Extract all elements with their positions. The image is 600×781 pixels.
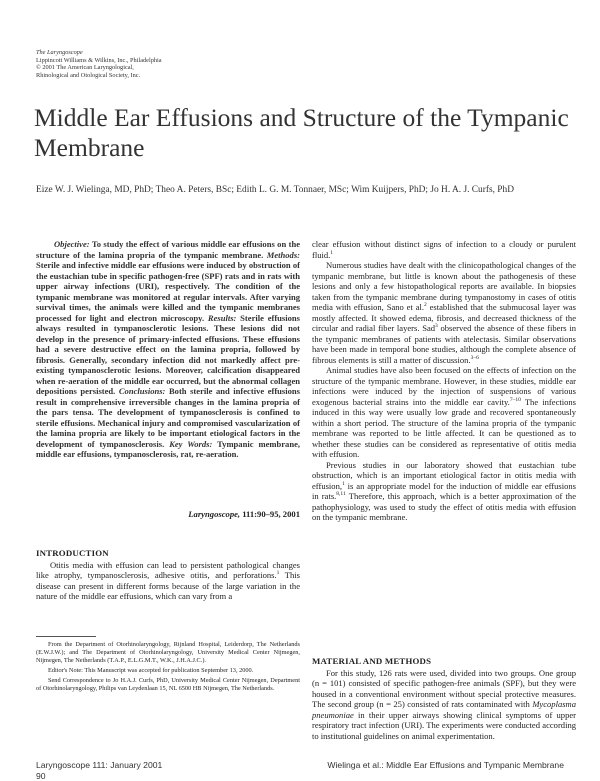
objective-label: Objective: <box>54 239 90 249</box>
results-text: Sterile effusions always resulted in tympanosclerotic lesions. These lesions did not develop in the presence of primary-infected effusions. These effusions had a severe destructive effect on the lamina propria, followed by fibrosis. Generally, secondary infection did not markedly affect pre-existing tympanosclerotic lesions. Moreover, calcification disappeared when re-aeration of the middle ear occurred, but the abnormal collagen depositions persisted. <box>36 312 300 396</box>
footnote-divider <box>36 636 96 637</box>
methods-paragraph <box>312 668 576 742</box>
body-text: observed the absence of these fibers in the tympanic membranes of patients with atelectasis. Similar observations have been made in temporal bone studies, although the complete absence of fibrous elements is still a matter of discussion. <box>312 323 576 365</box>
affiliation-footnote: From the Department of Otorhinolaryngology, Rijnland Hospital, Leiderdorp, The Netherlands (E.W.J.W.); and The Department of Otorhinolaryngology, University Medical Center Nijmegen, Nijmegen, The Netherlands (T.A.P., E.L.G.M.T., W.K., J.H.A.J.C.). <box>36 641 300 664</box>
body-text: Animal studies have also been focused on the effects of infection on the structure of the tympanic membrane. However, in these studies, middle ear infections were induced by the injection of suspensions of various exogenous bacterial strains into the middle ear cavity. <box>312 365 576 407</box>
journal-name: The Laryngoscope <box>36 49 83 56</box>
introduction-paragraph <box>36 560 300 602</box>
body-text: established that the submucosal layer was mostly affected. It showed edema, fibrosis, and decreased thickness of the circular and radial fiber layers. Sad <box>312 302 576 333</box>
introduction-section <box>36 548 300 602</box>
author-list: Eize W. J. Wielinga, MD, PhD; Theo A. Peters, BSc; Edith L. G. M. Tonnaer, MSc; Wim Kuijpers, PhD; Jo H. A. J. Curfs, PhD <box>36 185 514 195</box>
body-paragraph <box>312 260 576 365</box>
footer-running-title: Wielinga et al.: Middle Ear Effusions and Tympanic Membrane <box>327 760 564 770</box>
results-label: Results: <box>207 312 237 323</box>
methods-text: Sterile and infective middle ear effusions were induced by obstruction of the eustachian tube in specific pathogen-free (SPF) rats and in rats with upper airway infections (URI), respectively. The condition of the tympanic membrane was monitored at regular intervals. After varying survival times, the animals were killed and the tympanic membranes processed for light and electron microscopy. <box>36 260 300 323</box>
reference-marker: 2 <box>424 302 427 309</box>
reference-marker: 3–6 <box>470 354 479 361</box>
society-line: Rhinological and Otological Society, Inc. <box>36 71 141 79</box>
citation-pages: 111:90–95, 2001 <box>240 509 300 519</box>
methods-heading: MATERIAL AND METHODS <box>312 656 432 666</box>
body-paragraph <box>312 460 576 523</box>
right-column <box>312 239 576 523</box>
keywords-label: Key Words: <box>169 438 213 449</box>
editor-note-footnote: Editor's Note: This Manuscript was accepted for publication September 13, 2000. <box>48 666 254 674</box>
journal-header <box>36 49 162 79</box>
body-text: is an appropriate model for the induction of middle ear effusions in rats. <box>312 480 576 501</box>
introduction-heading: INTRODUCTION <box>36 548 109 558</box>
footer-journal-issue: Laryngoscope 111: January 2001 <box>36 760 163 770</box>
abstract <box>36 239 300 460</box>
article-title: Middle Ear Effusions and Structure of the Tympanic Membrane <box>34 103 569 162</box>
body-text: Numerous studies have dealt with the clinicopathological changes of the tympanic membrane, but little is known about the pathogenesis of these lesions and only a few histopathological reports are available. In biopsies taken from the tympanic membrane during tympanostomy in cases of otitis media with effusion, Sano et al. <box>312 260 576 312</box>
intro-text: Otitis media with effusion can lead to persistent pathological changes like atrophy, tympanosclerosis, adhesive otitis, and perforations. <box>36 559 300 580</box>
copyright-line: © 2001 The American Laryngological, <box>36 64 134 72</box>
body-paragraph <box>312 239 576 260</box>
methods-text-cont: in their upper airways showing clinical symptoms of upper respiratory tract infection (URI). The experiments were conducted according to institutional guidelines on animal experimentation. <box>312 709 576 741</box>
publisher-line: Lippincott Williams & Wilkins, Inc., Philadelphia <box>36 56 162 64</box>
methods-label: Methods: <box>266 249 300 260</box>
body-text: Therefore, this approach, which is a better approximation of the pathophysiology, was used to study the effect of otitis media with effusion on the tympanic membrane. <box>312 491 577 522</box>
reference-marker: 8,11 <box>336 491 346 498</box>
citation-line <box>36 509 300 520</box>
reference-marker: 1 <box>342 480 345 487</box>
correspondence-footnote: Send Correspondence to Jo H.A.J. Curfs, PhD, University Medical Center Nijmegen, Department of Otorhinolaryngology, Philips van Leydenlaan 15, NL 6500 HB Nijmegen, The Netherlands. <box>36 676 300 692</box>
methods-section <box>312 656 576 741</box>
abstract-paragraph <box>36 239 300 460</box>
body-text: The infections induced in this way were usually low grade and recovered spontaneously within a short period. The structure of the lamina propria of the tympanic membrane was reported to be little affected. It can be questioned as to whether these studies can be considered as representative of otitis media with effusion. <box>312 396 576 459</box>
footnotes <box>36 641 300 694</box>
citation-journal: Laryngoscope, <box>188 509 241 519</box>
reference-marker: 7–10 <box>509 396 521 403</box>
keywords-text: Tympanic membrane, middle ear effusions, tympanosclerosis, rat, re-aeration. <box>36 438 301 459</box>
reference-marker: 1 <box>330 249 334 256</box>
intro-text-cont: This disease can present in different forms because of the large variation in the nature of the middle ear effusions, which can vary from a <box>36 570 300 601</box>
conclusions-label: Conclusions: <box>118 386 166 396</box>
body-text: Previous studies in our laboratory showed that eustachian tube obstruction, which is an important etiological factor in otitis media with effusion, <box>312 459 576 491</box>
species-name: Mycoplasma pneumoniae <box>312 699 576 720</box>
reference-marker: 1 <box>276 570 280 577</box>
conclusions-text: Both sterile and infective effusions result in comprehensive irreversible changes in the lamina propria of the pars tensa. The development of tympanosclerosis is confined to sterile effusions. Mechanical injury and compromised vascularization of the lamina propria are likely to be important etiological factors in the development of tympanosclerosis. <box>36 386 300 449</box>
objective-text: To study the effect of various middle ear effusions on the structure of the lamina propria of the tympanic membrane. <box>36 239 300 260</box>
methods-text: For this study, 126 rats were used, divided into two groups. One group (n = 101) consisted of specific pathogen-free animals (SPF), but they were housed in a conventional environment without special protective measures. The second group (n = 25) consisted of rats contaminated with <box>312 667 576 709</box>
page-number: 90 <box>36 771 46 781</box>
reference-marker: 3 <box>435 323 438 330</box>
body-paragraph <box>312 365 576 460</box>
body-text: clear effusion without distinct signs of infection to a cloudy or purulent fluid. <box>312 239 576 260</box>
